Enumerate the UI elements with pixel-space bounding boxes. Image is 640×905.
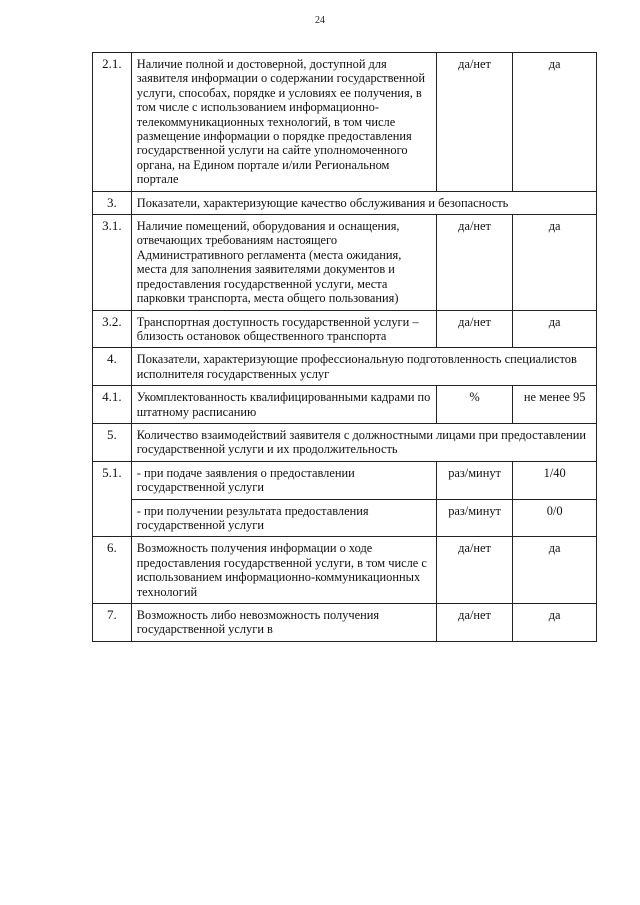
- section-header: Показатели, характеризующие профессиональную подготовленность специалистов исполнителя государственных услуг: [131, 348, 596, 386]
- row-number: 4.: [93, 348, 132, 386]
- row-value: да: [513, 53, 597, 192]
- row-unit: да/нет: [436, 604, 513, 642]
- row-value: 0/0: [513, 499, 597, 537]
- table-row: [93, 310, 597, 348]
- row-number: 4.1.: [93, 386, 132, 424]
- row-description: Наличие полной и достоверной, доступной для заявителя информации о содержании государственной услуги, способах, порядке и условиях ее получения, в том числе с использованием информационно-телекоммуникационных технологий, в том числе размещение информации о порядке предоставления государственной услуги на сайте уполномоченного органа, на Едином портале и/или Региональном портале: [131, 53, 436, 192]
- table-row: [93, 499, 597, 537]
- row-number: 3.1.: [93, 215, 132, 310]
- table-row: [93, 461, 597, 499]
- row-description: Возможность либо невозможность получения государственной услуги в: [131, 604, 436, 642]
- row-unit: да/нет: [436, 537, 513, 604]
- row-description: Возможность получения информации о ходе предоставления государственной услуги, в том числе с использованием информационно-коммуникационных технологий: [131, 537, 436, 604]
- table-row: [93, 537, 597, 604]
- section-header: Количество взаимодействий заявителя с должностными лицами при предоставлении государственной услуги и их продолжительность: [131, 423, 596, 461]
- section-header: Показатели, характеризующие качество обслуживания и безопасность: [131, 191, 596, 214]
- row-number: 5.: [93, 423, 132, 461]
- table-row: [93, 215, 597, 310]
- row-number: 2.1.: [93, 53, 132, 192]
- row-unit: %: [436, 386, 513, 424]
- table-row: [93, 604, 597, 642]
- row-unit: да/нет: [436, 215, 513, 310]
- indicators-table: [92, 52, 597, 642]
- row-description: Укомплектованность квалифицированными кадрами по штатному расписанию: [131, 386, 436, 424]
- section-header-row: [93, 423, 597, 461]
- row-value: да: [513, 537, 597, 604]
- row-value: 1/40: [513, 461, 597, 499]
- row-number: 5.1.: [93, 461, 132, 537]
- row-description: - при подаче заявления о предоставлении государственной услуги: [131, 461, 436, 499]
- row-number: 3.: [93, 191, 132, 214]
- row-value: не менее 95: [513, 386, 597, 424]
- row-value: да: [513, 604, 597, 642]
- row-unit: да/нет: [436, 53, 513, 192]
- section-header-row: [93, 191, 597, 214]
- row-unit: да/нет: [436, 310, 513, 348]
- row-unit: раз/минут: [436, 461, 513, 499]
- row-value: да: [513, 215, 597, 310]
- table-row: [93, 386, 597, 424]
- row-number: 7.: [93, 604, 132, 642]
- table-row: [93, 53, 597, 192]
- row-description: - при получении результата предоставления государственной услуги: [131, 499, 436, 537]
- row-number: 3.2.: [93, 310, 132, 348]
- row-number: 6.: [93, 537, 132, 604]
- page-number: 24: [315, 15, 325, 26]
- section-header-row: [93, 348, 597, 386]
- row-description: Транспортная доступность государственной услуги – близость остановок общественного транспорта: [131, 310, 436, 348]
- row-value: да: [513, 310, 597, 348]
- row-unit: раз/минут: [436, 499, 513, 537]
- row-description: Наличие помещений, оборудования и оснащения, отвечающих требованиям настоящего Административного регламента (места ожидания, места для заполнения заявителями документов и предоставления государственной услуги, места парковки транспорта, места общего пользования): [131, 215, 436, 310]
- indicators-table-body: [93, 53, 597, 642]
